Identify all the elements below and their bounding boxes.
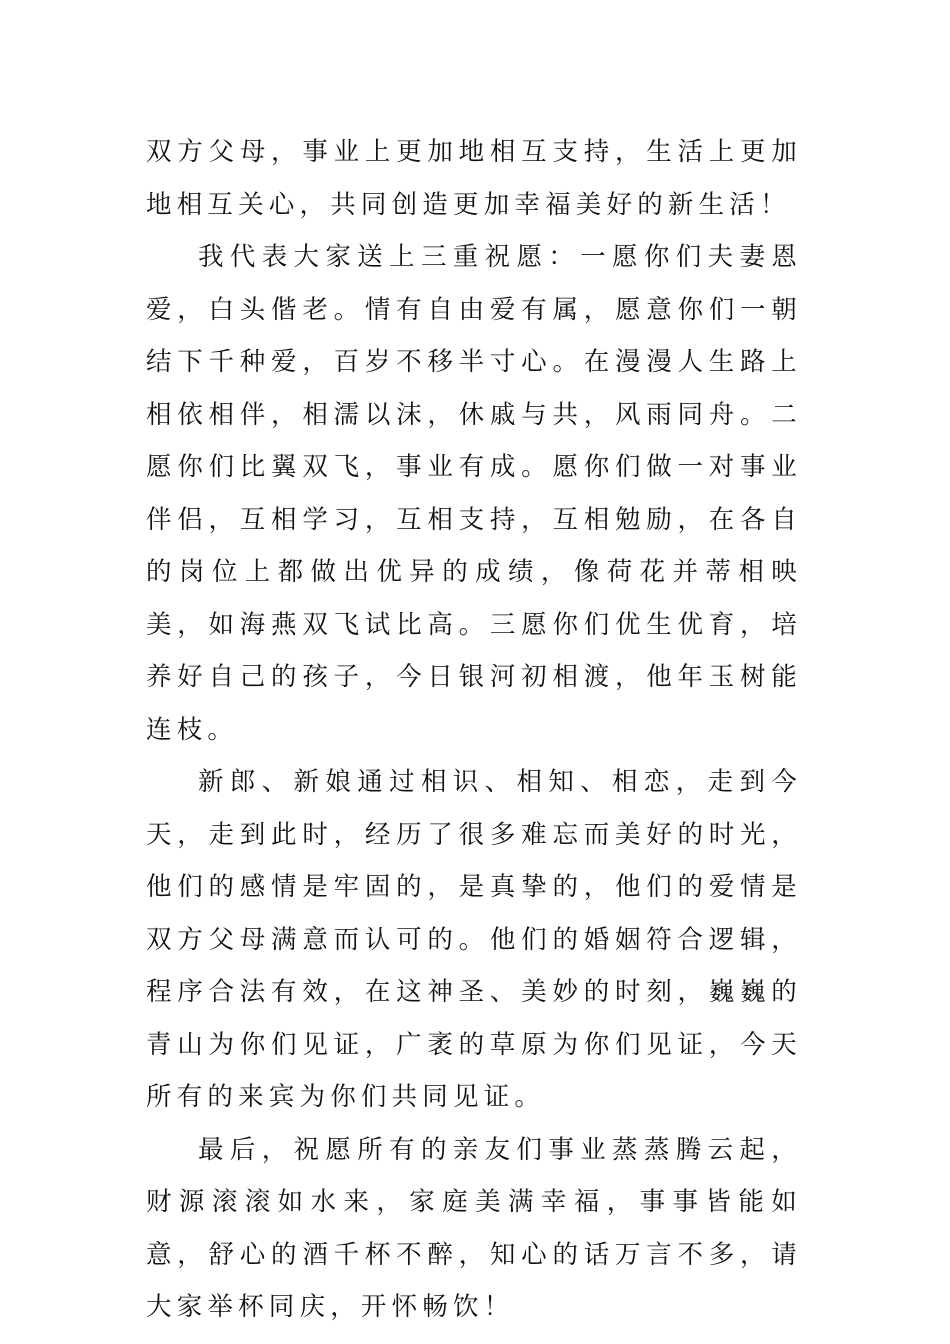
paragraph-witness: 新郎、新娘通过相识、相知、相恋，走到今天，走到此时，经历了很多难忘而美好的时光，他们的感情是牢固的，是真挚的，他们的爱情是双方父母满意而认可的。他们的婚姻符合逻辑，程序合法有效，在这神圣、美妙的时刻，巍巍的青山为你们见证，广袤的草原为你们见证，今天所有的来宾为你们共同见证。 (146, 767, 802, 1112)
paragraph-three-wishes: 我代表大家送上三重祝愿：一愿你们夫妻恩爱，白头偕老。情有自由爱有属，愿意你们一朝结下千种爱，百岁不移半寸心。在漫漫人生路上相依相伴，相濡以沫，休戚与共，风雨同舟。二愿你们比翼双飞，事业有成。愿你们做一对事业伴侣，互相学习，互相支持，互相勉励，在各自的岗位上都做出优异的成绩，像荷花并蒂相映美，如海燕双飞试比高。三愿你们优生优育，培养好自己的孩子，今日银河初相渡，他年玉树能连枝。 (146, 242, 802, 745)
document-body (146, 126, 802, 1334)
paragraph-toast: 最后，祝愿所有的亲友们事业蒸蒸腾云起，财源滚滚如水来，家庭美满幸福，事事皆能如意，舒心的酒千杯不醉，知心的话万言不多，请大家举杯同庆，开怀畅饮！ (146, 1134, 802, 1322)
paragraph-continuation: 双方父母，事业上更加地相互支持，生活上更加地相互关心，共同创造更加幸福美好的新生活！ (146, 137, 802, 220)
